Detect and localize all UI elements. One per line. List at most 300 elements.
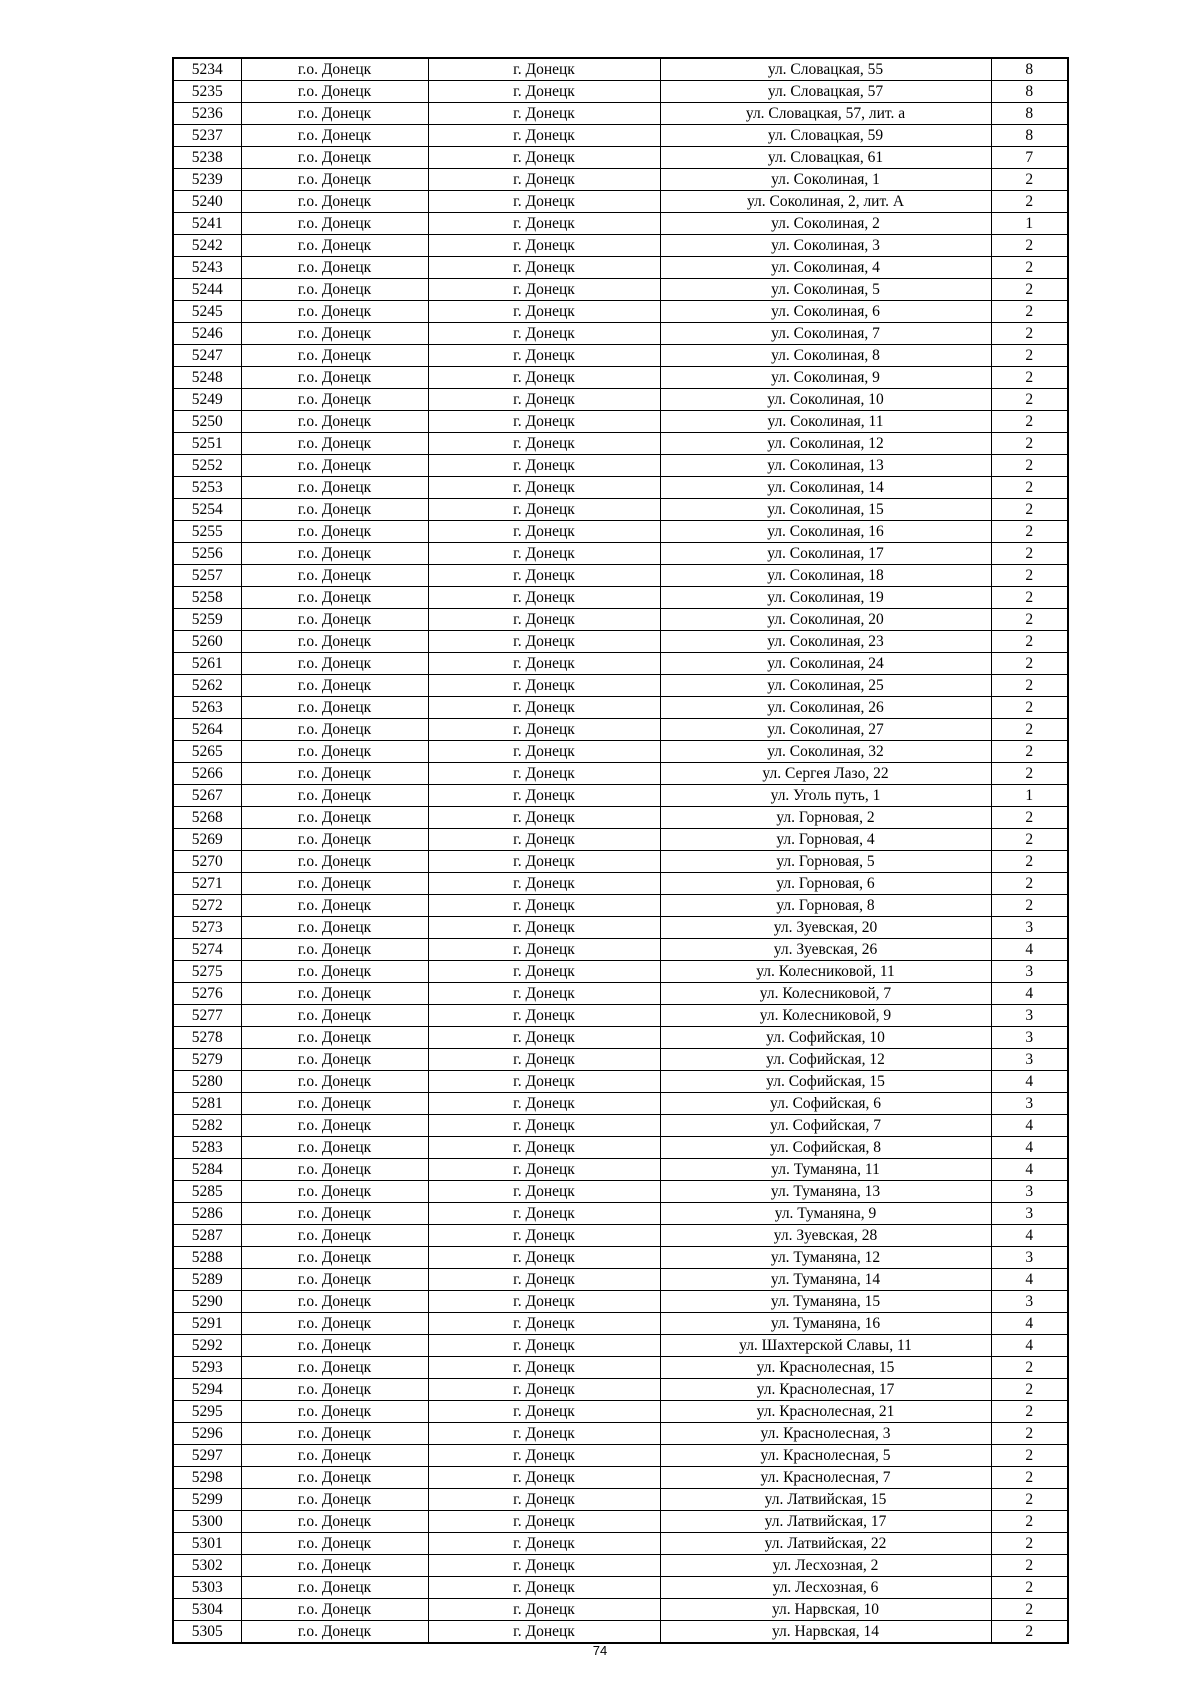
table-row xyxy=(173,477,1068,499)
district-cell: г.о. Донецк xyxy=(241,609,428,631)
city-cell: г. Донецк xyxy=(428,257,660,279)
row-number-cell: 5290 xyxy=(173,1291,241,1313)
address-cell: ул. Колесниковой, 7 xyxy=(660,983,991,1005)
city-cell: г. Донецк xyxy=(428,741,660,763)
row-number-cell: 5240 xyxy=(173,191,241,213)
table-row xyxy=(173,103,1068,125)
address-cell: ул. Соколиная, 20 xyxy=(660,609,991,631)
table-row xyxy=(173,763,1068,785)
city-cell: г. Донецк xyxy=(428,125,660,147)
count-cell: 8 xyxy=(991,125,1068,147)
table-row xyxy=(173,191,1068,213)
city-cell: г. Донецк xyxy=(428,1225,660,1247)
table-row xyxy=(173,411,1068,433)
count-cell: 2 xyxy=(991,873,1068,895)
row-number-cell: 5276 xyxy=(173,983,241,1005)
city-cell: г. Донецк xyxy=(428,587,660,609)
count-cell: 2 xyxy=(991,653,1068,675)
count-cell: 2 xyxy=(991,1423,1068,1445)
table-row xyxy=(173,81,1068,103)
address-cell: ул. Краснолесная, 7 xyxy=(660,1467,991,1489)
city-cell: г. Донецк xyxy=(428,1269,660,1291)
district-cell: г.о. Донецк xyxy=(241,1467,428,1489)
address-cell: ул. Соколиная, 8 xyxy=(660,345,991,367)
table-row xyxy=(173,1423,1068,1445)
address-cell: ул. Горновая, 2 xyxy=(660,807,991,829)
count-cell: 2 xyxy=(991,1489,1068,1511)
count-cell: 1 xyxy=(991,785,1068,807)
count-cell: 2 xyxy=(991,1555,1068,1577)
city-cell: г. Донецк xyxy=(428,961,660,983)
address-cell: ул. Туманяна, 16 xyxy=(660,1313,991,1335)
district-cell: г.о. Донецк xyxy=(241,565,428,587)
district-cell: г.о. Донецк xyxy=(241,1555,428,1577)
row-number-cell: 5237 xyxy=(173,125,241,147)
district-cell: г.о. Донецк xyxy=(241,917,428,939)
city-cell: г. Донецк xyxy=(428,1005,660,1027)
address-cell: ул. Зуевская, 28 xyxy=(660,1225,991,1247)
row-number-cell: 5261 xyxy=(173,653,241,675)
count-cell: 3 xyxy=(991,961,1068,983)
district-cell: г.о. Донецк xyxy=(241,257,428,279)
count-cell: 3 xyxy=(991,1291,1068,1313)
address-cell: ул. Софийская, 15 xyxy=(660,1071,991,1093)
city-cell: г. Донецк xyxy=(428,213,660,235)
count-cell: 8 xyxy=(991,103,1068,125)
row-number-cell: 5250 xyxy=(173,411,241,433)
row-number-cell: 5277 xyxy=(173,1005,241,1027)
table-row xyxy=(173,389,1068,411)
city-cell: г. Донецк xyxy=(428,807,660,829)
count-cell: 2 xyxy=(991,807,1068,829)
address-cell: ул. Соколиная, 5 xyxy=(660,279,991,301)
address-cell: ул. Колесниковой, 9 xyxy=(660,1005,991,1027)
address-cell: ул. Краснолесная, 21 xyxy=(660,1401,991,1423)
row-number-cell: 5247 xyxy=(173,345,241,367)
district-cell: г.о. Донецк xyxy=(241,785,428,807)
table-row xyxy=(173,1159,1068,1181)
row-number-cell: 5238 xyxy=(173,147,241,169)
row-number-cell: 5236 xyxy=(173,103,241,125)
table-row xyxy=(173,961,1068,983)
row-number-cell: 5282 xyxy=(173,1115,241,1137)
city-cell: г. Донецк xyxy=(428,433,660,455)
address-cell: ул. Соколиная, 26 xyxy=(660,697,991,719)
address-cell: ул. Лесхозная, 2 xyxy=(660,1555,991,1577)
district-cell: г.о. Донецк xyxy=(241,1291,428,1313)
city-cell: г. Донецк xyxy=(428,1049,660,1071)
district-cell: г.о. Донецк xyxy=(241,455,428,477)
count-cell: 2 xyxy=(991,191,1068,213)
district-cell: г.о. Донецк xyxy=(241,1247,428,1269)
address-cell: ул. Софийская, 10 xyxy=(660,1027,991,1049)
row-number-cell: 5300 xyxy=(173,1511,241,1533)
district-cell: г.о. Донецк xyxy=(241,477,428,499)
district-cell: г.о. Донецк xyxy=(241,983,428,1005)
city-cell: г. Донецк xyxy=(428,631,660,653)
city-cell: г. Донецк xyxy=(428,543,660,565)
table-row xyxy=(173,169,1068,191)
table-row xyxy=(173,1049,1068,1071)
table-row xyxy=(173,499,1068,521)
row-number-cell: 5241 xyxy=(173,213,241,235)
row-number-cell: 5273 xyxy=(173,917,241,939)
district-cell: г.о. Донецк xyxy=(241,895,428,917)
city-cell: г. Донецк xyxy=(428,389,660,411)
table-row xyxy=(173,1445,1068,1467)
city-cell: г. Донецк xyxy=(428,1577,660,1599)
address-cell: ул. Туманяна, 13 xyxy=(660,1181,991,1203)
city-cell: г. Донецк xyxy=(428,1335,660,1357)
address-cell: ул. Соколиная, 18 xyxy=(660,565,991,587)
district-cell: г.о. Донецк xyxy=(241,961,428,983)
count-cell: 2 xyxy=(991,257,1068,279)
row-number-cell: 5265 xyxy=(173,741,241,763)
address-cell: ул. Краснолесная, 5 xyxy=(660,1445,991,1467)
count-cell: 4 xyxy=(991,983,1068,1005)
count-cell: 2 xyxy=(991,1401,1068,1423)
table-row xyxy=(173,939,1068,961)
address-table xyxy=(172,57,1069,1644)
address-cell: ул. Словацкая, 59 xyxy=(660,125,991,147)
row-number-cell: 5285 xyxy=(173,1181,241,1203)
count-cell: 2 xyxy=(991,235,1068,257)
table-row xyxy=(173,1511,1068,1533)
district-cell: г.о. Донецк xyxy=(241,1225,428,1247)
row-number-cell: 5294 xyxy=(173,1379,241,1401)
district-cell: г.о. Донецк xyxy=(241,675,428,697)
count-cell: 3 xyxy=(991,1203,1068,1225)
count-cell: 2 xyxy=(991,455,1068,477)
city-cell: г. Донецк xyxy=(428,1093,660,1115)
table-row xyxy=(173,1203,1068,1225)
row-number-cell: 5257 xyxy=(173,565,241,587)
table-row xyxy=(173,1181,1068,1203)
city-cell: г. Донецк xyxy=(428,191,660,213)
count-cell: 2 xyxy=(991,1511,1068,1533)
table-row xyxy=(173,1379,1068,1401)
row-number-cell: 5305 xyxy=(173,1621,241,1644)
district-cell: г.о. Донецк xyxy=(241,411,428,433)
district-cell: г.о. Донецк xyxy=(241,1027,428,1049)
row-number-cell: 5270 xyxy=(173,851,241,873)
city-cell: г. Донецк xyxy=(428,1489,660,1511)
row-number-cell: 5271 xyxy=(173,873,241,895)
address-cell: ул. Туманяна, 11 xyxy=(660,1159,991,1181)
city-cell: г. Донецк xyxy=(428,719,660,741)
table-row xyxy=(173,785,1068,807)
row-number-cell: 5299 xyxy=(173,1489,241,1511)
row-number-cell: 5293 xyxy=(173,1357,241,1379)
address-cell: ул. Соколиная, 2, лит. А xyxy=(660,191,991,213)
count-cell: 2 xyxy=(991,829,1068,851)
district-cell: г.о. Донецк xyxy=(241,103,428,125)
district-cell: г.о. Донецк xyxy=(241,235,428,257)
row-number-cell: 5288 xyxy=(173,1247,241,1269)
row-number-cell: 5280 xyxy=(173,1071,241,1093)
row-number-cell: 5296 xyxy=(173,1423,241,1445)
district-cell: г.о. Донецк xyxy=(241,719,428,741)
row-number-cell: 5298 xyxy=(173,1467,241,1489)
row-number-cell: 5281 xyxy=(173,1093,241,1115)
table-row xyxy=(173,323,1068,345)
city-cell: г. Донецк xyxy=(428,1181,660,1203)
row-number-cell: 5260 xyxy=(173,631,241,653)
city-cell: г. Донецк xyxy=(428,785,660,807)
city-cell: г. Донецк xyxy=(428,58,660,81)
table-row xyxy=(173,1313,1068,1335)
city-cell: г. Донецк xyxy=(428,1599,660,1621)
count-cell: 2 xyxy=(991,763,1068,785)
city-cell: г. Донецк xyxy=(428,1357,660,1379)
row-number-cell: 5303 xyxy=(173,1577,241,1599)
row-number-cell: 5249 xyxy=(173,389,241,411)
city-cell: г. Донецк xyxy=(428,301,660,323)
table-row xyxy=(173,1005,1068,1027)
table-row xyxy=(173,1621,1068,1644)
address-cell: ул. Соколиная, 3 xyxy=(660,235,991,257)
city-cell: г. Донецк xyxy=(428,1401,660,1423)
district-cell: г.о. Донецк xyxy=(241,829,428,851)
count-cell: 2 xyxy=(991,1445,1068,1467)
address-cell: ул. Горновая, 5 xyxy=(660,851,991,873)
address-cell: ул. Соколиная, 4 xyxy=(660,257,991,279)
table-row xyxy=(173,235,1068,257)
table-row xyxy=(173,1357,1068,1379)
row-number-cell: 5272 xyxy=(173,895,241,917)
count-cell: 3 xyxy=(991,1049,1068,1071)
address-cell: ул. Латвийская, 22 xyxy=(660,1533,991,1555)
district-cell: г.о. Донецк xyxy=(241,433,428,455)
row-number-cell: 5243 xyxy=(173,257,241,279)
count-cell: 2 xyxy=(991,1533,1068,1555)
district-cell: г.о. Донецк xyxy=(241,1005,428,1027)
address-cell: ул. Соколиная, 19 xyxy=(660,587,991,609)
city-cell: г. Донецк xyxy=(428,279,660,301)
district-cell: г.о. Донецк xyxy=(241,1137,428,1159)
table-row xyxy=(173,1599,1068,1621)
city-cell: г. Донецк xyxy=(428,895,660,917)
table-row xyxy=(173,1577,1068,1599)
district-cell: г.о. Донецк xyxy=(241,697,428,719)
count-cell: 2 xyxy=(991,411,1068,433)
row-number-cell: 5278 xyxy=(173,1027,241,1049)
count-cell: 3 xyxy=(991,917,1068,939)
city-cell: г. Донецк xyxy=(428,1137,660,1159)
district-cell: г.о. Донецк xyxy=(241,1049,428,1071)
count-cell: 2 xyxy=(991,389,1068,411)
row-number-cell: 5274 xyxy=(173,939,241,961)
table-row xyxy=(173,1247,1068,1269)
count-cell: 2 xyxy=(991,543,1068,565)
city-cell: г. Донецк xyxy=(428,1445,660,1467)
row-number-cell: 5291 xyxy=(173,1313,241,1335)
district-cell: г.о. Донецк xyxy=(241,345,428,367)
row-number-cell: 5283 xyxy=(173,1137,241,1159)
address-cell: ул. Туманяна, 9 xyxy=(660,1203,991,1225)
count-cell: 2 xyxy=(991,345,1068,367)
count-cell: 4 xyxy=(991,1115,1068,1137)
city-cell: г. Донецк xyxy=(428,565,660,587)
city-cell: г. Донецк xyxy=(428,1621,660,1644)
address-cell: ул. Словацкая, 57 xyxy=(660,81,991,103)
address-cell: ул. Соколиная, 2 xyxy=(660,213,991,235)
address-cell: ул. Зуевская, 20 xyxy=(660,917,991,939)
address-cell: ул. Краснолесная, 17 xyxy=(660,1379,991,1401)
count-cell: 4 xyxy=(991,1335,1068,1357)
table-row xyxy=(173,1269,1068,1291)
table-row xyxy=(173,895,1068,917)
count-cell: 2 xyxy=(991,1577,1068,1599)
address-cell: ул. Горновая, 6 xyxy=(660,873,991,895)
district-cell: г.о. Донецк xyxy=(241,213,428,235)
address-cell: ул. Соколиная, 23 xyxy=(660,631,991,653)
district-cell: г.о. Донецк xyxy=(241,653,428,675)
count-cell: 2 xyxy=(991,851,1068,873)
city-cell: г. Донецк xyxy=(428,1313,660,1335)
city-cell: г. Донецк xyxy=(428,477,660,499)
row-number-cell: 5302 xyxy=(173,1555,241,1577)
district-cell: г.о. Донецк xyxy=(241,1071,428,1093)
city-cell: г. Донецк xyxy=(428,1027,660,1049)
district-cell: г.о. Донецк xyxy=(241,58,428,81)
district-cell: г.о. Донецк xyxy=(241,1159,428,1181)
count-cell: 2 xyxy=(991,675,1068,697)
address-cell: ул. Соколиная, 11 xyxy=(660,411,991,433)
row-number-cell: 5254 xyxy=(173,499,241,521)
row-number-cell: 5264 xyxy=(173,719,241,741)
district-cell: г.о. Донецк xyxy=(241,939,428,961)
address-cell: ул. Соколиная, 16 xyxy=(660,521,991,543)
city-cell: г. Донецк xyxy=(428,499,660,521)
row-number-cell: 5268 xyxy=(173,807,241,829)
city-cell: г. Донецк xyxy=(428,1533,660,1555)
row-number-cell: 5267 xyxy=(173,785,241,807)
city-cell: г. Донецк xyxy=(428,1203,660,1225)
count-cell: 2 xyxy=(991,1621,1068,1644)
city-cell: г. Донецк xyxy=(428,103,660,125)
address-cell: ул. Уголь путь, 1 xyxy=(660,785,991,807)
address-cell: ул. Латвийская, 15 xyxy=(660,1489,991,1511)
count-cell: 2 xyxy=(991,323,1068,345)
district-cell: г.о. Донецк xyxy=(241,1401,428,1423)
district-cell: г.о. Донецк xyxy=(241,1577,428,1599)
address-cell: ул. Софийская, 7 xyxy=(660,1115,991,1137)
table-row xyxy=(173,257,1068,279)
district-cell: г.о. Донецк xyxy=(241,1115,428,1137)
table-row xyxy=(173,829,1068,851)
table-row xyxy=(173,147,1068,169)
row-number-cell: 5258 xyxy=(173,587,241,609)
address-cell: ул. Соколиная, 14 xyxy=(660,477,991,499)
row-number-cell: 5235 xyxy=(173,81,241,103)
district-cell: г.о. Донецк xyxy=(241,1445,428,1467)
table-row xyxy=(173,1225,1068,1247)
district-cell: г.о. Донецк xyxy=(241,279,428,301)
count-cell: 2 xyxy=(991,609,1068,631)
district-cell: г.о. Донецк xyxy=(241,807,428,829)
city-cell: г. Донецк xyxy=(428,917,660,939)
address-cell: ул. Соколиная, 15 xyxy=(660,499,991,521)
address-cell: ул. Соколиная, 1 xyxy=(660,169,991,191)
address-cell: ул. Сергея Лазо, 22 xyxy=(660,763,991,785)
table-row xyxy=(173,367,1068,389)
table-row xyxy=(173,697,1068,719)
district-cell: г.о. Донецк xyxy=(241,631,428,653)
city-cell: г. Донецк xyxy=(428,763,660,785)
table-row xyxy=(173,807,1068,829)
count-cell: 3 xyxy=(991,1005,1068,1027)
city-cell: г. Донецк xyxy=(428,873,660,895)
district-cell: г.о. Донецк xyxy=(241,125,428,147)
count-cell: 2 xyxy=(991,1357,1068,1379)
row-number-cell: 5284 xyxy=(173,1159,241,1181)
table-row xyxy=(173,917,1068,939)
table-row xyxy=(173,279,1068,301)
district-cell: г.о. Донецк xyxy=(241,1533,428,1555)
district-cell: г.о. Донецк xyxy=(241,1511,428,1533)
address-cell: ул. Соколиная, 7 xyxy=(660,323,991,345)
count-cell: 4 xyxy=(991,1071,1068,1093)
count-cell: 3 xyxy=(991,1093,1068,1115)
count-cell: 2 xyxy=(991,1379,1068,1401)
table-row xyxy=(173,58,1068,81)
district-cell: г.о. Донецк xyxy=(241,873,428,895)
count-cell: 2 xyxy=(991,1467,1068,1489)
row-number-cell: 5269 xyxy=(173,829,241,851)
city-cell: г. Донецк xyxy=(428,235,660,257)
district-cell: г.о. Донецк xyxy=(241,763,428,785)
city-cell: г. Донецк xyxy=(428,1379,660,1401)
count-cell: 2 xyxy=(991,1599,1068,1621)
district-cell: г.о. Донецк xyxy=(241,323,428,345)
address-cell: ул. Софийская, 12 xyxy=(660,1049,991,1071)
table-row xyxy=(173,653,1068,675)
address-cell: ул. Шахтерской Славы, 11 xyxy=(660,1335,991,1357)
address-cell: ул. Соколиная, 6 xyxy=(660,301,991,323)
row-number-cell: 5286 xyxy=(173,1203,241,1225)
row-number-cell: 5275 xyxy=(173,961,241,983)
district-cell: г.о. Донецк xyxy=(241,1093,428,1115)
table-row xyxy=(173,609,1068,631)
count-cell: 2 xyxy=(991,169,1068,191)
address-cell: ул. Нарвская, 10 xyxy=(660,1599,991,1621)
city-cell: г. Донецк xyxy=(428,1555,660,1577)
table-row xyxy=(173,675,1068,697)
row-number-cell: 5253 xyxy=(173,477,241,499)
table-row xyxy=(173,1137,1068,1159)
address-cell: ул. Словацкая, 61 xyxy=(660,147,991,169)
row-number-cell: 5246 xyxy=(173,323,241,345)
district-cell: г.о. Донецк xyxy=(241,1621,428,1644)
district-cell: г.о. Донецк xyxy=(241,543,428,565)
count-cell: 2 xyxy=(991,631,1068,653)
address-cell: ул. Софийская, 8 xyxy=(660,1137,991,1159)
table-row xyxy=(173,125,1068,147)
row-number-cell: 5234 xyxy=(173,58,241,81)
count-cell: 4 xyxy=(991,939,1068,961)
row-number-cell: 5248 xyxy=(173,367,241,389)
city-cell: г. Донецк xyxy=(428,521,660,543)
count-cell: 8 xyxy=(991,58,1068,81)
row-number-cell: 5266 xyxy=(173,763,241,785)
count-cell: 1 xyxy=(991,213,1068,235)
address-cell: ул. Соколиная, 25 xyxy=(660,675,991,697)
city-cell: г. Донецк xyxy=(428,1511,660,1533)
city-cell: г. Донецк xyxy=(428,1115,660,1137)
row-number-cell: 5242 xyxy=(173,235,241,257)
row-number-cell: 5245 xyxy=(173,301,241,323)
